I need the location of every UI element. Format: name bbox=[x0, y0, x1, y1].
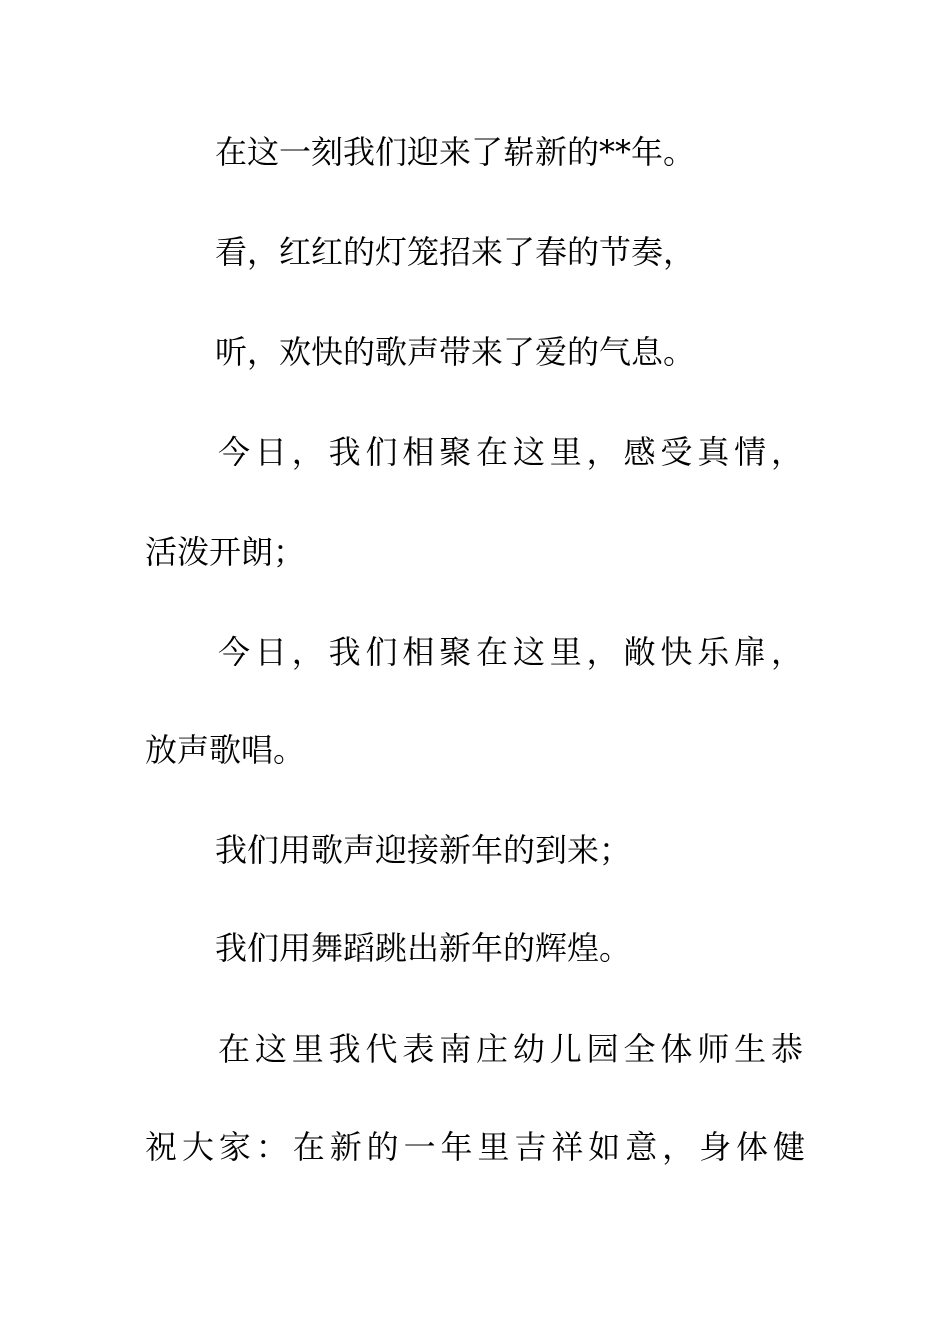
paragraph-line-11: 祝大家：在新的一年里吉祥如意，身体健 bbox=[145, 1128, 805, 1166]
paragraph-line-9: 我们用舞蹈跳出新年的辉煌。 bbox=[215, 929, 632, 967]
paragraph-line-4: 今日，我们相聚在这里，感受真情， bbox=[218, 433, 803, 471]
paragraph-line-8: 我们用歌声迎接新年的到来； bbox=[215, 831, 632, 869]
paragraph-line-10: 在这里我代表南庄幼儿园全体师生恭 bbox=[218, 1030, 803, 1068]
paragraph-line-7: 放声歌唱。 bbox=[145, 731, 306, 769]
paragraph-line-2: 看，红红的灯笼招来了春的节奏， bbox=[215, 233, 696, 271]
paragraph-line-1: 在这一刻我们迎来了崭新的**年。 bbox=[215, 133, 696, 171]
paragraph-line-5: 活泼开朗； bbox=[145, 533, 306, 571]
paragraph-line-6: 今日，我们相聚在这里，敞快乐扉， bbox=[218, 633, 803, 671]
paragraph-line-3: 听，欢快的歌声带来了爱的气息。 bbox=[215, 333, 696, 371]
